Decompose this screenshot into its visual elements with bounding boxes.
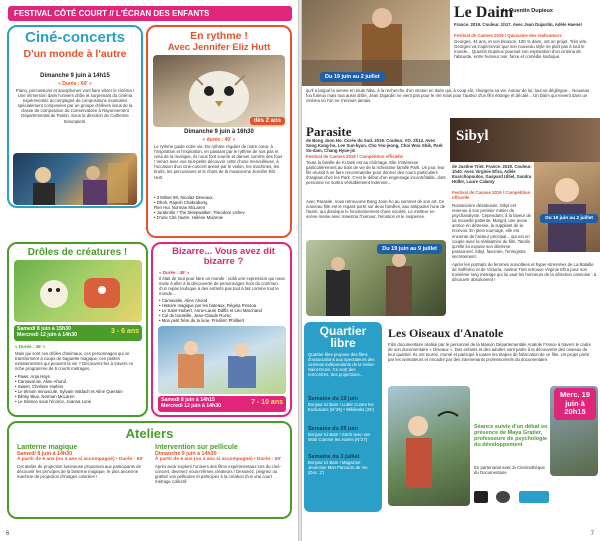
sibyl-header-photo [450,118,600,162]
en-rythme-date: Dimanche 9 juin à 16h30 [184,129,254,135]
quartier-text: Quartier libre propose des films d'associations aux spectateurs des cinémas indépendants de la Seine-Saint-Denis. Ce sont des rencontres, des projections... [308,352,376,378]
film-item: • Dhoh, Rajesh Chakraborty, [154,200,209,206]
film-item: • Mon petit frère de la lune, Frédéric Philibert [159,318,245,324]
quartier-s2-text: Bonjour Ici Bam ! Sortir avec ses Mots Comme les Autres (N°27) [308,432,371,443]
droles-text: Mais qui sont ces drôles d'animaux, ces personnages qui se transforment à coups de baguette magique, ces petites extraterrestres qui peuvent la vie ? Découvrez-les à travers ce riche programme de 6 courts métrages. [15,351,134,372]
left-page [0,0,298,541]
film-item: • Le Silence sous l'écorce, Joanna Lurie [15,399,92,405]
partner-logo [496,491,510,503]
bizarre-text: Il était de tout pour faire un monde : voilà une expression qui nous invite à aller à la découverte de personnages hors du commun, d'un repas loufoque à des enfants pas tout à fait comme tout le monde... [159,276,285,297]
bizarre-date2: Mercredi 12 juin à 14h30 [161,403,221,409]
film-item: • Carnaval de, Aline Ahond [15,379,66,385]
parasite-meta: de Bong Joon Ho. Corée du Sud. 2019. Couleur. VO. 2h12. Avec Song Kang-ho, Lee Sun-kyun, Cho Yeo-jeong, Choi Woo Shik, Park So-dam, Chang Hyae-jin [306,138,443,154]
le-daim-title: Le Daim [454,4,514,21]
droles-duration: « Durée : 45' » [15,344,46,349]
en-rythme-subtitle: Avec Jennifer Eliz Hutt [167,42,271,53]
film-item: Ren Hui, Norman McLaren [154,205,206,211]
le-daim-festival: Festival de Cannes 2019 / Quinzaine des réalisateurs [454,33,562,38]
oiseaux-partner: En partenariat avec la Cinémathèque du Documentaire [474,465,545,476]
en-rythme-box [146,25,292,238]
cine-concerts-title: Ciné-concerts [24,29,126,46]
en-rythme-photo [153,55,285,127]
film-item: • Le Saint-Hubert, Anne-Laure Daffis et Léo Marchand [159,308,262,314]
quartier-s3-text: Bonjour Ici Bam ! Magazine Jeunesse Mon Parcours de Vie (Doc. 2') [308,460,368,476]
oiseaux-image [388,386,470,506]
film-item: • Paws, Anja Hays [15,374,50,379]
parasite-photo [306,240,446,316]
film-item: • Carnavalie, Aline Ahond [159,298,208,303]
film-item: • Histoire magique par les bateaux, Régina Pessoa [159,303,257,309]
droles-title: Drôles de créatures ! [27,247,128,258]
droles-age: 3 - 6 ans [110,328,139,335]
droles-films [15,374,143,405]
cine-concerts-text: Piano, percussions et saxophones vont faire vibrer le cinéma ! Une immersion dans l'univers drôle et surprenant du cinéma expérimental, accompagné de compositions musicales spécialement composées par un groupe d'élèves issus de la classe de composition du Conservatoire à Rayonnement Départemental de Pantin. Sous la direction de Catherine Simonpietri. [15,88,135,124]
atelier-lanterne [17,444,147,479]
oiseaux-seance: Séance suivie d'un débat en présence de Maya Gratier, professeure de psychologie du développement [474,424,548,448]
droles-date2: Mercredi 12 juin à 14h30 [17,332,77,338]
bizarre-title: Bizarre... Vous avez dit bizarre ? [172,246,275,267]
film-item: • 3 Milner 80, Nicolas Deveaux [154,195,213,200]
quartier-s3-title: Semaine du 3 juillet [308,454,360,460]
bizarre-dates [158,396,286,412]
oiseaux-title: Les Oiseaux d'Anatole [388,326,504,340]
droles-box [7,242,148,417]
film-item: • Cul de bouteille, Jean-Claude Rozec [159,313,232,319]
sibyl-text2: Après les portraits de femmes survoltées et hyper-stressées de La Bataille de Solférino et de Victoria, Justine Triet retrouve Virginie Efira pour son troisième long métrage qui lui vaut les honneurs de la sélection cannoise : à découvrir absolument ! [452,262,597,283]
bizarre-films [159,298,287,323]
quartier-s1-text: Bonjour Ici Bam ! Lutter Contre les Exclusions (N°26) • Wikileaks (25') [308,402,374,413]
quartier-s2 [308,426,378,442]
bizarre-date1: Samedi 8 juin à 14h15 [161,397,215,403]
partner-logo [474,491,488,503]
quartier-s1 [308,396,378,412]
atelier-pellicule-date: Dimanche 9 juin à 14h30 [155,451,217,457]
atelier-lanterne-title: Lanterne magique [17,444,78,451]
droles-date1: Samedi 8 juin à 15h30 [17,326,71,332]
film-item: • Sweet, Chrétien Harlers [15,384,64,390]
parasite-title: Parasite [306,124,352,139]
atelier-lanterne-sub: À partir de 6 ans (ou 4 ans si accompagné) • Durée : 60' [17,457,144,462]
parasite-festival: Festival de Cannes 2019 / Compétition officielle [306,154,403,159]
bizarre-photo [158,326,286,394]
quartier-box [304,322,382,512]
quartier-s3 [308,454,378,475]
cine-concerts-duration: « Durée : 60' » [58,81,92,87]
en-rythme-films [154,195,284,220]
oiseaux-date: Merc. 19 juin à 20h15 [554,388,596,420]
cine-concerts-subtitle: D'un monde à l'autre [23,48,127,60]
sibyl-text: Romancière désabusée, Sibyl est revenue à son premier métier de psychanalyste. Cependant, à la faveur de sa nouvelle patiente, Margot, une jeune actrice en détresse, la suppliant de la recevoir. En plein tournage, elle est enceinte de l'acteur principal... qui est en couple avec la réalisatrice du film. Tandis qu'elle lui expose son dilemme passionnel, Sibyl, fascinée, l'enregistre secrètement. [452,203,532,259]
le-daim-text: Georges, 44 ans, et son blouson, 100 % daim, ont un projet. Très vite, Georges va s'apercevoir que son nouveau style ne plaît pas à tout le monde... Quentin Dupieux poursuit son exploration d'un cinéma de l'absurde, entre humour noir, farce et comédie loufoque. [454,39,588,60]
droles-photo [14,260,142,322]
en-rythme-text: Le rythme guide notre vie. Du rythme régulier de notre cœur, à l'inspiration et l'expiration, en passant par le rythme de nos pas et celui de la musique, ils nous font sourire et danser comme des fous ! Venez avec vos tout-petits découvrir cette chose merveilleuse, à l'occasion d'un ciné-concert animé par le violon, les machines, les bruits, les percussions et le chant de la musicienne Jennifer Eliz Hutt. [154,144,283,180]
film-item: • Jurakrollo ! The Sleepwalker, Theodore Ushev [154,210,245,216]
parasite-text2: Avec Parasite, nous retrouvons Bong Joon-ho au sommet de son art. Ce nouveau film est le regard porté sur deux familles, aux antipodes l'une de l'autre, qui dissèque le fonctionnement d'une société. Le metteur en scène manie avec maestria l'humour, l'émotion et le suspense. [306,199,446,220]
atelier-pellicule-title: Intervention sur pellicule [155,444,238,451]
oiseaux-text: Film documentaire réalisé par le personnel de la Maison Départementale Anatole France à travers le cadre de son documentaire « Oiseaux ». Des enfants et des adultes sont partis à la découverte des oiseaux de leur quartier. Ils ont tourné, monté et participé à toutes les étapes de fabrication de ce film. Un projet porté par les animateurs et encadré par des intervenants professionnels du documentaire. [388,342,592,363]
section-header: FESTIVAL CÔTÉ COURT // L'ÉCRAN DES ENFANTS [8,6,292,21]
sibyl-image [534,162,600,252]
page-number-left: 6 [6,531,10,537]
le-daim-photo [302,0,450,86]
film-item: • Le témoin minuscule, Sylvain Valdach et Aline Quertain [15,389,123,395]
sibyl-meta: de Justine Triet. France. 2019. Couleur. 1h40. Avec Virginie Efira, Adèle Exarchopoulos, Gaspard Ulliel, Sandra Hüller, Laure Calamy [452,164,532,185]
right-page [302,0,600,541]
parasite-date: Du 19 juin au 9 juillet [377,244,442,254]
atelier-pellicule [155,444,285,484]
cine-concerts-date: Dimanche 9 juin à 14h15 [40,73,110,79]
atelier-pellicule-sub: À partir de 6 ans (ou 4 ans si accompagné) • Durée : 60' [155,457,282,462]
film-item: • Blinky Blue, Norman McLaren [15,394,75,400]
atelier-lanterne-text: Cet atelier de projection lumineuse proposera aux participants de découvrir les principes de la lanterne magique, le plus ancienne machine de projection d'images colorées ! [17,464,141,480]
bizarre-age: 7 - 10 ans [251,399,283,406]
age-badge: dès 2 ans [250,117,285,125]
le-daim-text2: qu'il a largué la sienne en toute hâte, à la recherche d'un veston en daim qui, à coup sûr, changera sa vie. Autour de lui, tout se déglingue... Nouveau fou furieux mais tout aussi drôle, Jean Dujardin ne vient pas pour le rire mais pour l'auteur d'un film étrange et décalé... Un Daim qui revient dans un cinéma où l'on ne s'ennuie jamais. [306,88,590,104]
le-daim-meta: France. 2019. Couleur. 1h17. Avec Jean Dujardin, Adèle Haenel [454,22,582,27]
cine-concerts-photo [13,153,137,205]
film-item: • D'une Cité l'autre, Hélène Moirenie [154,215,224,221]
quartier-s2-title: Semaine du 26 juin [308,426,358,432]
ateliers-title: Ateliers [125,426,174,441]
ateliers-box [7,421,292,519]
parasite-text: Toute la famille de Ki-taek est au chômage. Elle s'intéresse particulièrement au train de vie de la richissime famille Park. Un jour, leur fils réussit à se faire recommander pour donner des cours particuliers d'anglais chez les Park. C'est le début d'un engrenage incontrôlable, dont personne ne sortira véritablement indemne... [306,160,446,186]
page-number-right: 7 [590,531,594,537]
cine-concerts-box [7,25,143,208]
bizarre-box [151,242,292,417]
bizarre-duration: « Durée : 45' » [159,270,190,275]
musicians-image [13,153,137,205]
quartier-title: Quartier libre [319,324,367,350]
partner-logo [519,491,549,503]
le-daim-by: de Quentin Dupieux [501,8,553,14]
oiseaux-logos [474,490,594,504]
le-daim-date: Du 19 juin au 2 juillet [320,72,385,82]
bizarre-image [158,326,286,394]
oiseaux-photo [388,386,470,506]
en-rythme-title: En rythme ! [190,30,248,42]
droles-dates [14,325,142,341]
sibyl-date: Du 19 juin au 2 juillet [540,214,598,223]
sibyl-title: Sibyl [456,128,489,144]
sibyl-festival: Festival de Cannes 2019 / Compétition officielle [452,190,531,201]
sibyl-photo [534,162,600,252]
atelier-lanterne-date: Samedi 8 juin à 14h30 [17,451,73,457]
quartier-s1-title: Semaine du 19 juin [308,396,358,402]
creatures-image [14,260,142,322]
en-rythme-duration: « durée : 40' » [202,137,236,143]
atelier-pellicule-text: Après avoir exploré l'univers des films expérimentaux lors du ciné-concert, devenez vous-mêmes créateurs ! Dessinez, peignez ou grattez vos pellicules et participez à la création d'un vrai court métrage collectif. [155,464,281,485]
